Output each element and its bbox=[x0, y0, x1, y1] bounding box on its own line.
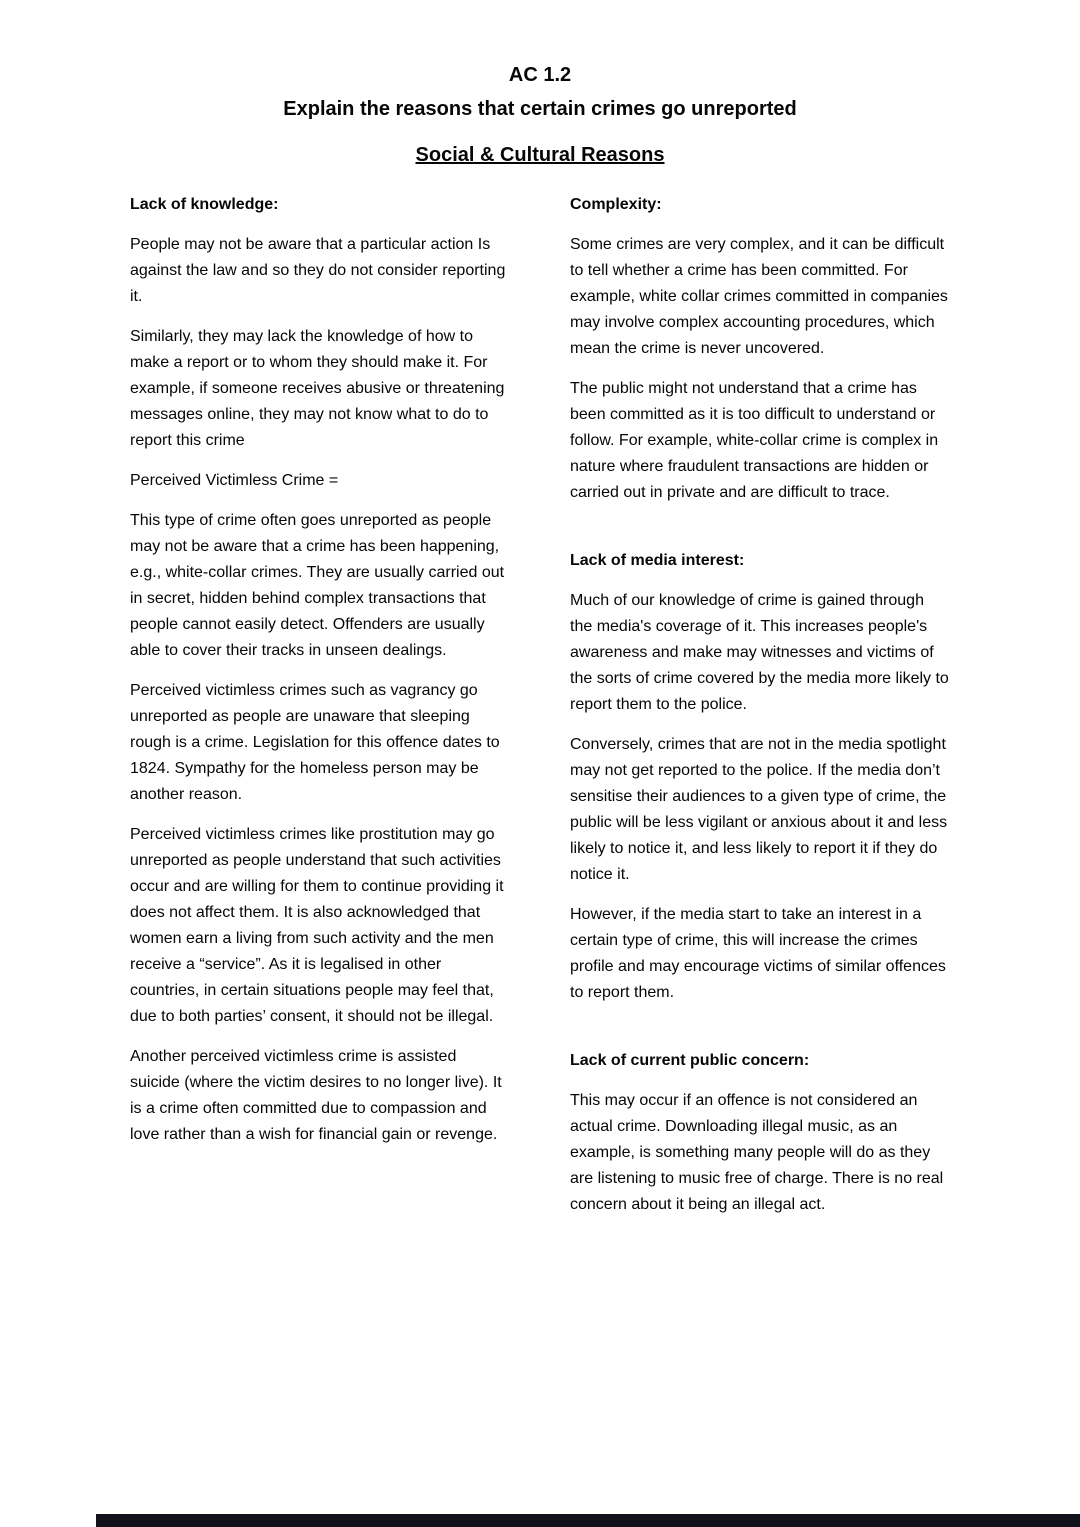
page-title: AC 1.2 bbox=[508, 64, 572, 86]
left-column bbox=[130, 192, 510, 1232]
paragraph: Another perceived victimless crime is assisted suicide (where the victim desires to no longer live). It is a crime often committed due to compassion and love rather than a wish for financial gain or revenge. bbox=[130, 1048, 502, 1143]
paragraph: Perceived Victimless Crime = bbox=[130, 472, 339, 489]
paragraph: People may not be aware that a particular action Is against the law and so they do not consider reporting it. bbox=[130, 236, 506, 305]
paragraph: Conversely, crimes that are not in the media spotlight may not get reported to the police. If the media don’t sensitise their audiences to a given type of crime, the public will be less vigilant or anxious about it and less likely to notice it, and less likely to report it if they do notice it. bbox=[570, 736, 948, 883]
section-heading: Social & Cultural Reasons bbox=[415, 144, 665, 166]
document-header bbox=[130, 62, 950, 168]
page-subtitle: Explain the reasons that certain crimes go unreported bbox=[283, 98, 797, 120]
next-page-edge bbox=[96, 1514, 1080, 1527]
paragraph: Some crimes are very complex, and it can be difficult to tell whether a crime has been committed. For example, white collar crimes committed in companies may involve complex accounting procedures, which mean the crime is never uncovered. bbox=[570, 236, 948, 357]
heading-lack-of-current-public-concern: Lack of current public concern: bbox=[570, 1052, 810, 1069]
paragraph: However, if the media start to take an interest in a certain type of crime, this will increase the crimes profile and may encourage victims of similar offences to report them. bbox=[570, 906, 946, 1001]
paragraph: Perceived victimless crimes like prostitution may go unreported as people understand that such activities occur and are willing for them to continue providing it does not affect them. It is also acknowledged that women earn a living from such activity and the men receive a “service”. As it is legalised in other countries, in certain situations people may feel that, due to both parties’ consent, it should not be illegal. bbox=[130, 826, 504, 1025]
heading-complexity: Complexity: bbox=[570, 196, 662, 213]
right-column bbox=[570, 192, 950, 1232]
two-column-body bbox=[130, 192, 950, 1232]
paragraph: Similarly, they may lack the knowledge of how to make a report or to whom they should make it. For example, if someone receives abusive or threatening messages online, they may not know what to do to report this crime bbox=[130, 328, 505, 449]
paragraph: The public might not understand that a crime has been committed as it is too difficult to understand or follow. For example, white-collar crime is complex in nature where fraudulent transactions are hidden or carried out in private and are difficult to trace. bbox=[570, 380, 939, 501]
paragraph: This type of crime often goes unreported as people may not be aware that a crime has been happening, e.g., white-collar crimes. They are usually carried out in secret, hidden behind complex transactions that people cannot easily detect. Offenders are usually able to cover their tracks in unseen dealings. bbox=[130, 512, 505, 659]
paragraph: Perceived victimless crimes such as vagrancy go unreported as people are unaware that sleeping rough is a crime. Legislation for this offence dates to 1824. Sympathy for the homeless person may be another reason. bbox=[130, 682, 500, 803]
paragraph: Much of our knowledge of crime is gained through the media's coverage of it. This increases people's awareness and make may witnesses and victims of the sorts of crime covered by the media more likely to report them to the police. bbox=[570, 592, 949, 713]
paragraph: This may occur if an offence is not considered an actual crime. Downloading illegal music, as an example, is something many people will do as they are listening to music free of charge. There is no real concern about it being an illegal act. bbox=[570, 1092, 944, 1213]
heading-lack-of-media-interest: Lack of media interest: bbox=[570, 552, 745, 569]
heading-lack-of-knowledge: Lack of knowledge: bbox=[130, 196, 279, 213]
